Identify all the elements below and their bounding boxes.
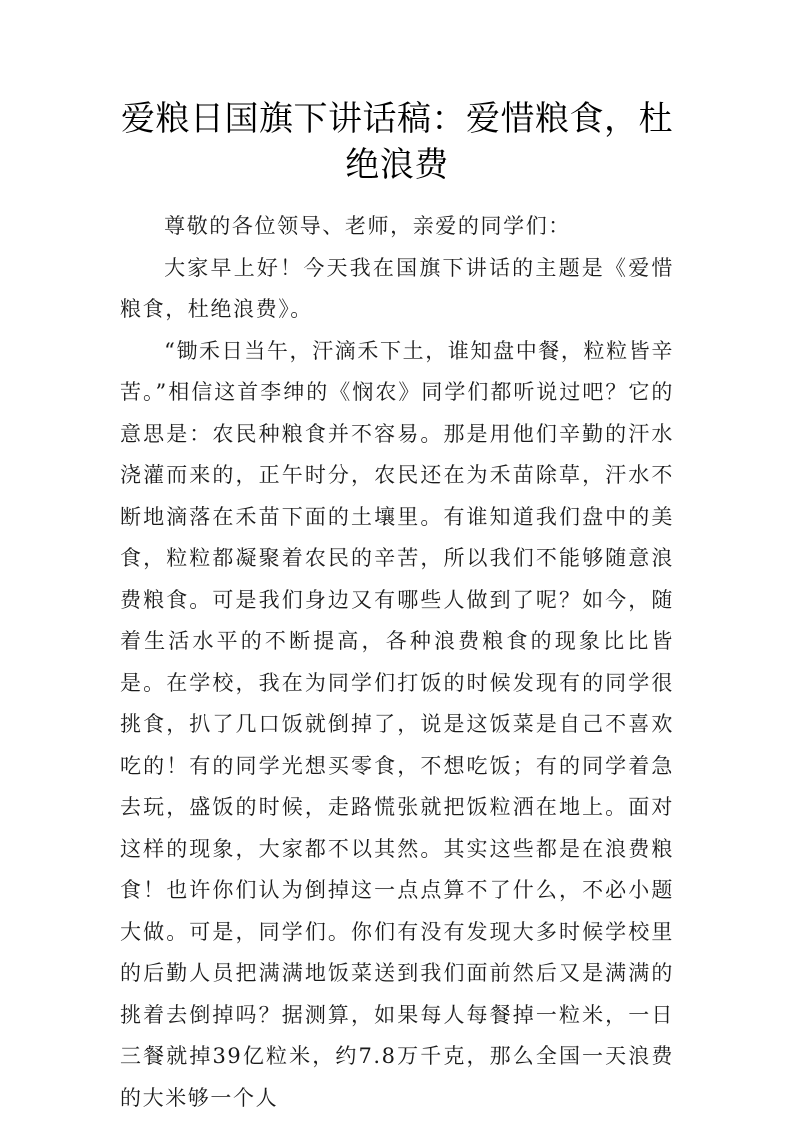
document-page	[120, 96, 674, 1119]
document-title: 爱粮日国旗下讲话稿：爱惜粮食，杜绝浪费	[121, 99, 673, 185]
paragraph-greeting: 大家早上好！今天我在国旗下讲话的主题是《爱惜粮食，杜绝浪费》。	[120, 255, 674, 321]
paragraph-main: “锄禾日当午，汗滴禾下土，谁知盘中餐，粒粒皆辛苦。”相信这首李绅的《悯农》同学们都听说过吧？它的意思是：农民种粮食并不容易。那是用他们辛勤的汗水浇灌而来的，正午时分，农民还在为禾苗除草，汗水不断地滴落在禾苗下面的土壤里。有谁知道我们盘中的美食，粒粒都凝聚着农民的辛苦，所以我们不能够随意浪费粮食。可是我们身边又有哪些人做到了呢？如今，随着生活水平的不断提高，各种浪费粮食的现象比比皆是。在学校，我在为同学们打饭的时候发现有的同学很挑食，扒了几口饭就倒掉了，说是这饭菜是自己不喜欢吃的！有的同学光想买零食，不想吃饭；有的同学着急去玩，盛饭的时候，走路慌张就把饭粒洒在地上。面对这样的现象，大家都不以其然。其实这些都是在浪费粮食！也许你们认为倒掉这一点点算不了什么，不必小题大做。可是，同学们。你们有没有发现大多时候学校里的后勤人员把满满地饭菜送到我们面前然后又是满满的挑着去倒掉吗？据测算，如果每人每餐掉一粒米，一日三餐就掉39亿粒米，约7.8万千克，那么全国一天浪费的大米够一个人	[120, 338, 674, 1110]
document-body	[120, 206, 674, 1119]
paragraph-salutation: 尊敬的各位领导、老师，亲爱的同学们：	[164, 214, 571, 238]
